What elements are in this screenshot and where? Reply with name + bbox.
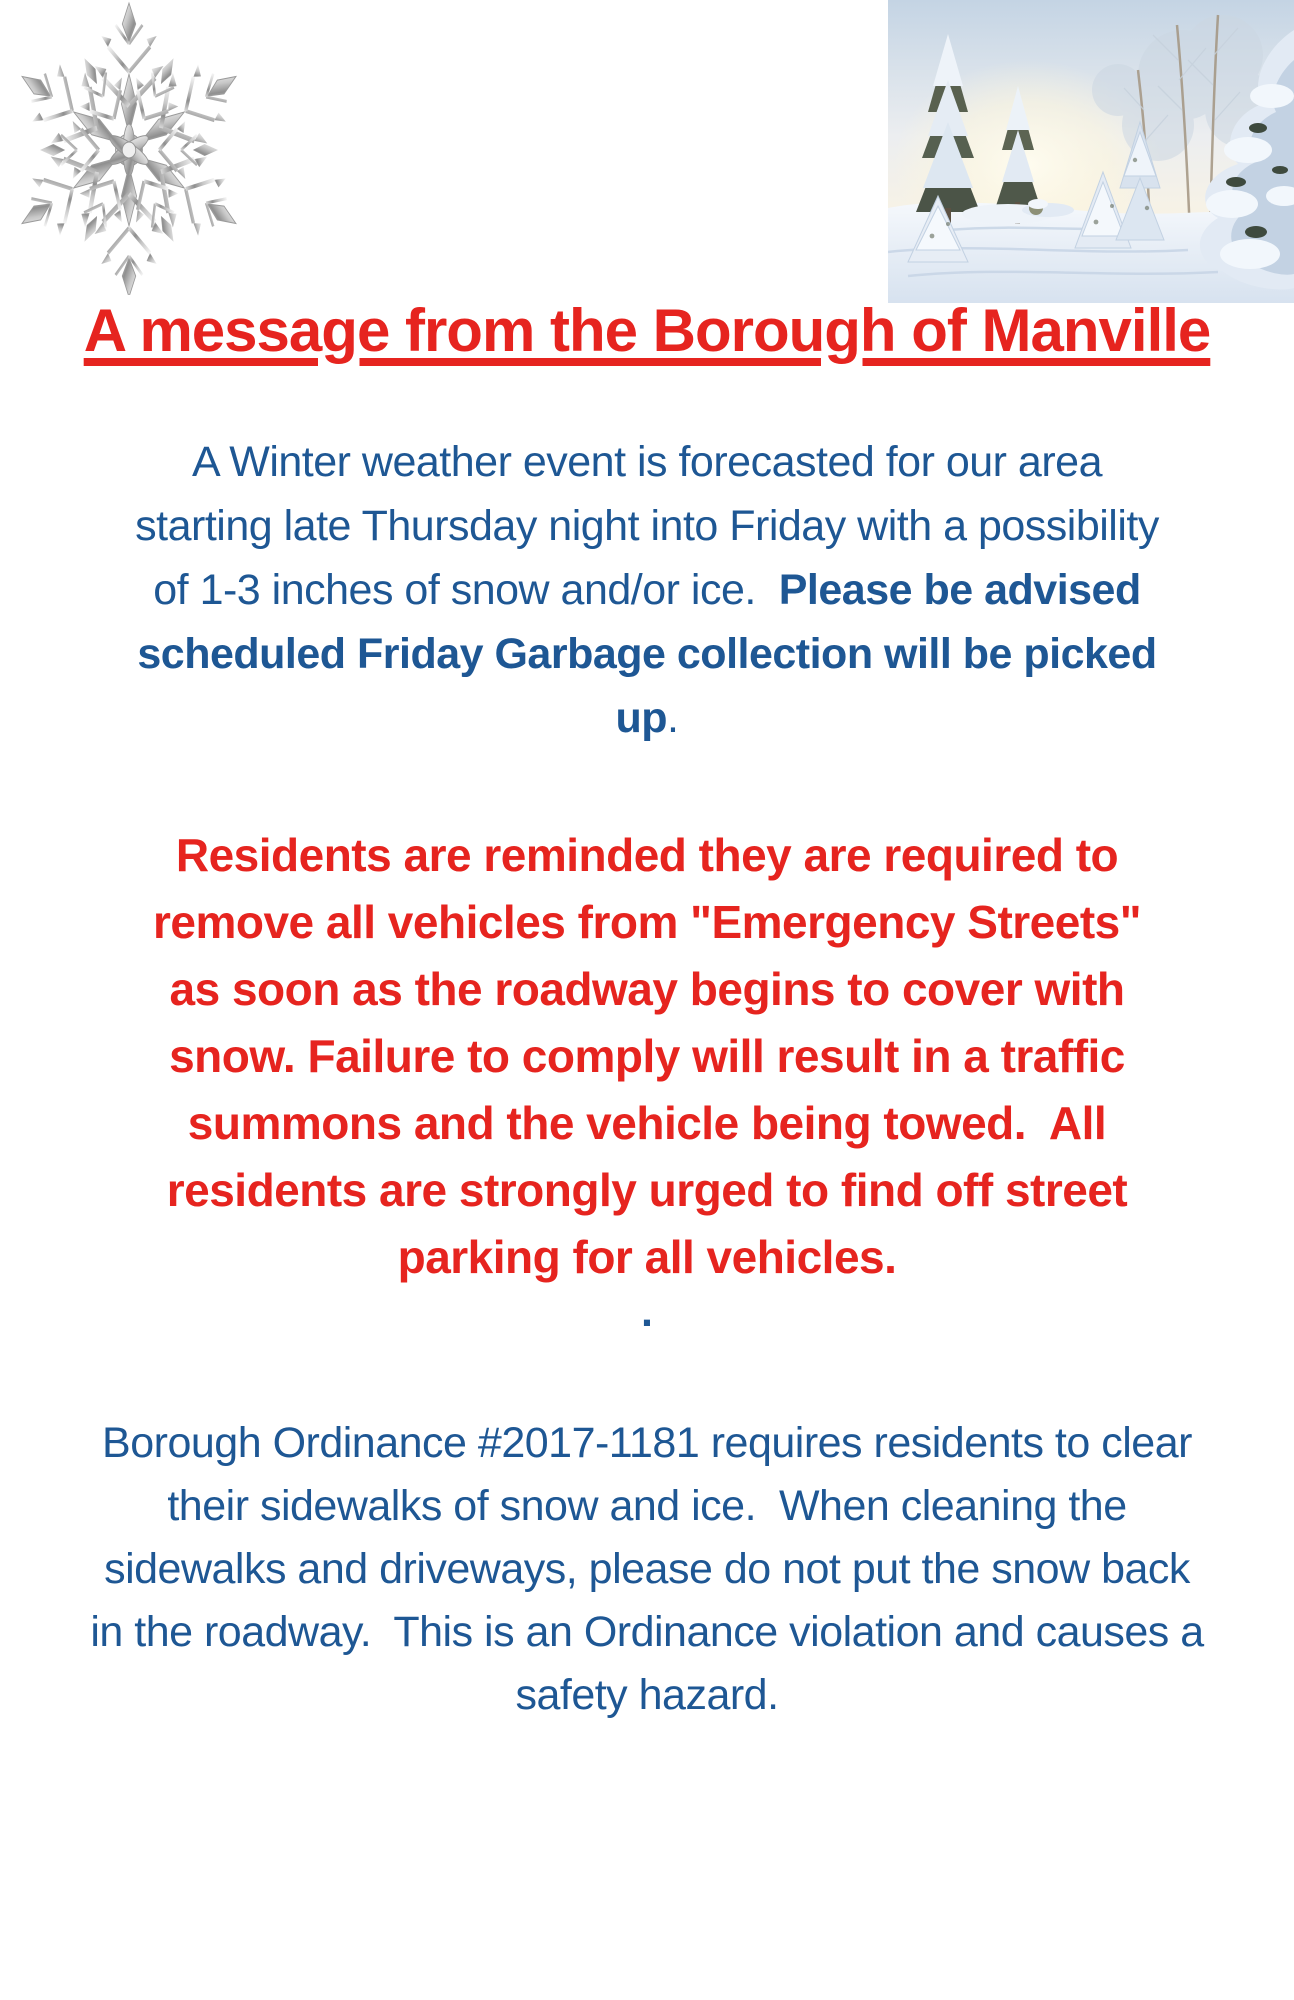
ordinance-line-1: Borough Ordinance #2017-1181 requires residents to clear — [102, 1419, 1192, 1467]
warning-paragraph — [0, 822, 1294, 1291]
separator-dot: . — [641, 1288, 653, 1336]
ordinance-line-2: their sidewalks of snow and ice. When cleaning the — [167, 1482, 1127, 1530]
intro-line-5-bold: up — [615, 694, 668, 742]
warning-line-3: as soon as the roadway begins to cover with — [169, 963, 1125, 1015]
warning-line-6: residents are strongly urged to find off street — [166, 1164, 1128, 1216]
warning-line-4: snow. Failure to comply will result in a traffic — [169, 1030, 1125, 1082]
intro-line-1: A Winter weather event is forecasted for our area — [191, 438, 1102, 486]
winter-forest-photo — [888, 0, 1294, 303]
snowflake-image — [4, 0, 254, 295]
intro-line-5-regular: . — [667, 694, 679, 742]
intro-line-3 — [0, 558, 1294, 622]
ordinance-line-5: safety hazard. — [515, 1671, 779, 1719]
intro-line-5 — [0, 686, 1294, 750]
ordinance-line-4: in the roadway. This is an Ordinance violation and causes a — [90, 1608, 1204, 1656]
page-title: A message from the Borough of Manville — [83, 297, 1211, 364]
warning-line-7: parking for all vehicles. — [397, 1231, 897, 1283]
warning-line-5: summons and the vehicle being towed. All — [187, 1097, 1107, 1149]
intro-line-2: starting late Thursday night into Friday with a possibility — [135, 502, 1159, 550]
warning-line-2: remove all vehicles from "Emergency Streets" — [152, 896, 1142, 948]
warning-line-1: Residents are reminded they are required to — [175, 829, 1119, 881]
intro-line-3-bold: Please be advised — [778, 566, 1141, 614]
ordinance-line-3: sidewalks and driveways, please do not put the snow back — [104, 1545, 1190, 1593]
intro-line-4: scheduled Friday Garbage collection will be picked — [137, 630, 1157, 678]
intro-line-3-regular: of 1-3 inches of snow and/or ice. — [153, 566, 779, 614]
intro-paragraph — [0, 430, 1294, 750]
ordinance-paragraph — [0, 1412, 1294, 1727]
